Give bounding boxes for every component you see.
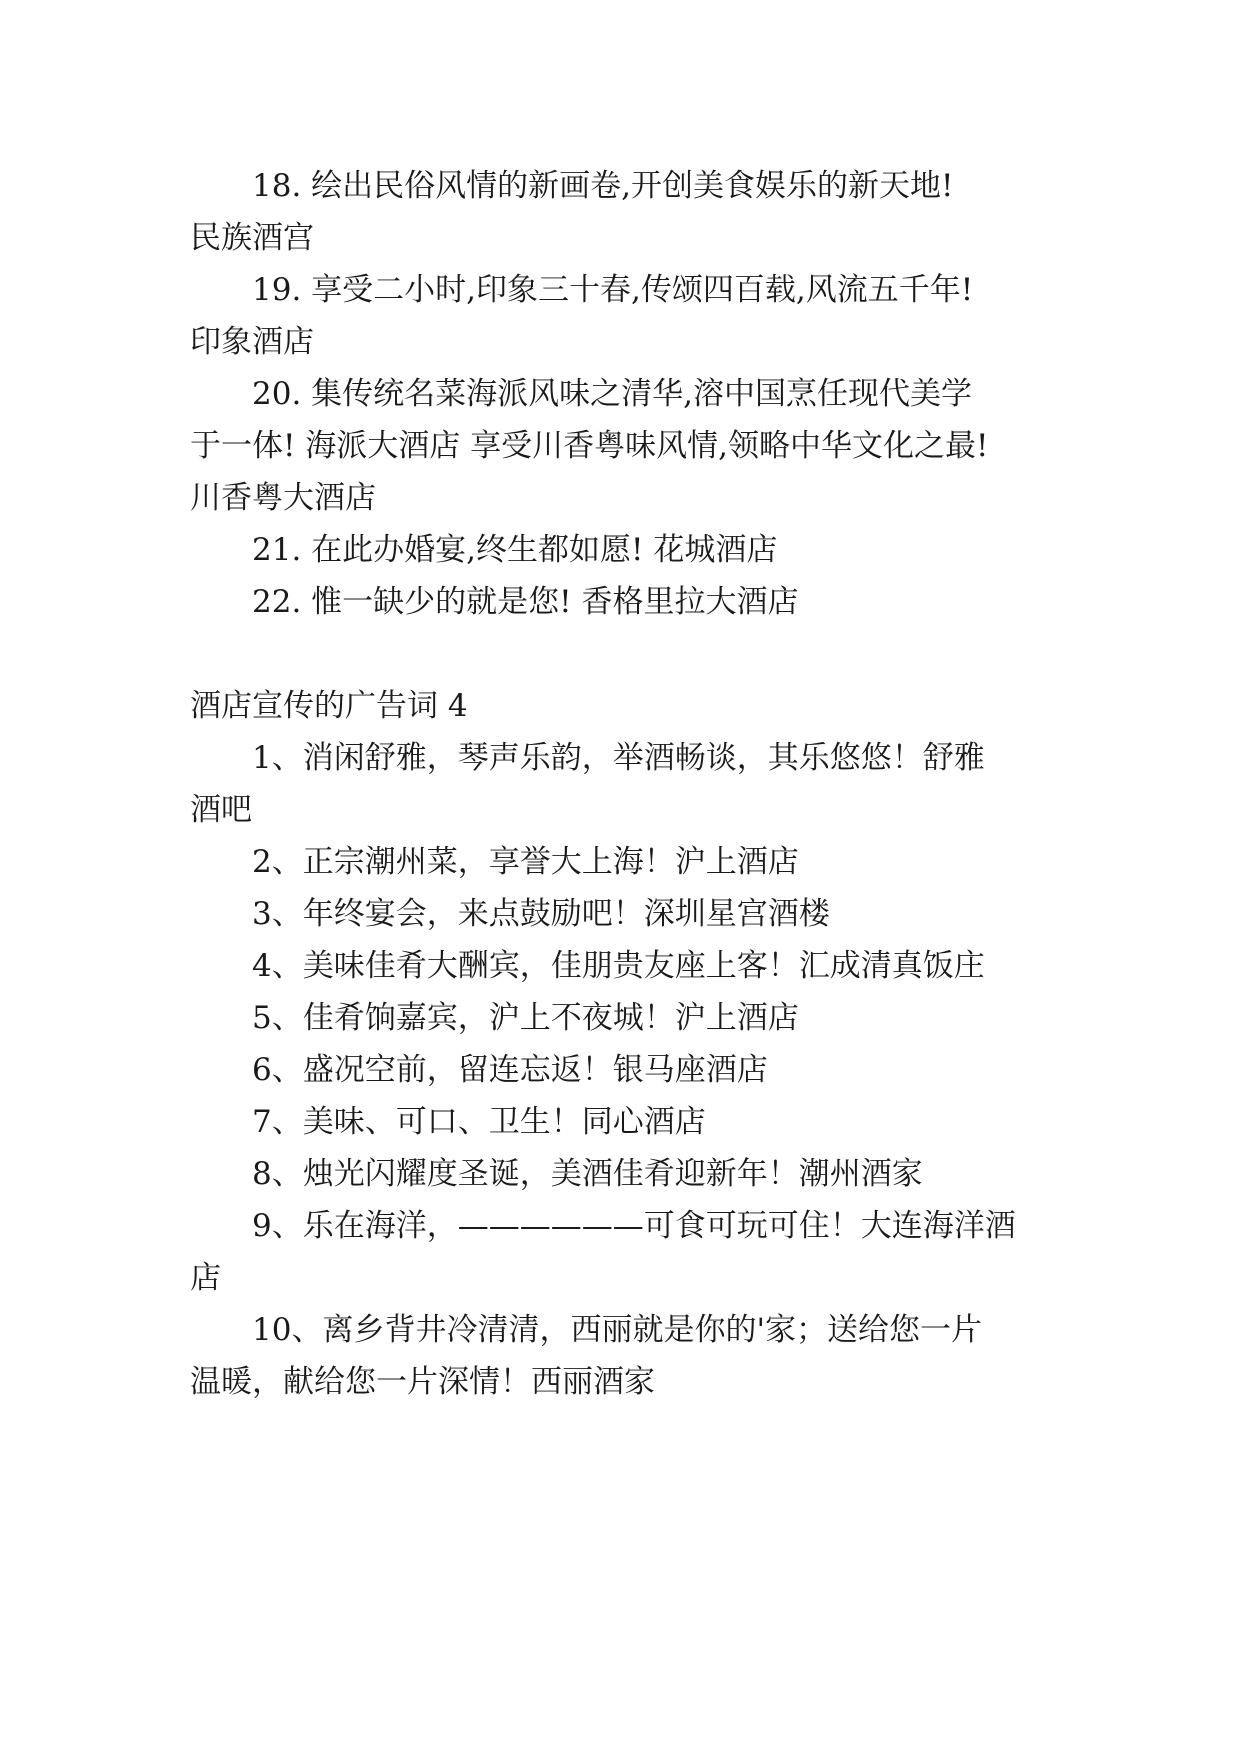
ad-item-5: 5、佳肴饷嘉宾，沪上不夜城！沪上酒店 bbox=[252, 1000, 799, 1036]
ad-item-9-line-2: 店 bbox=[190, 1260, 221, 1296]
item-20-line-3: 川香粤大酒店 bbox=[190, 480, 376, 516]
item-19-line-2: 印象酒店 bbox=[190, 324, 314, 360]
ad-item-4: 4、美味佳肴大酬宾，佳朋贵友座上客！汇成清真饭庄 bbox=[252, 948, 985, 984]
item-20-line-1: 20. 集传统名菜海派风味之清华,溶中国烹任现代美学 bbox=[252, 376, 973, 412]
item-18-line-2: 民族酒宫 bbox=[190, 220, 314, 256]
ad-item-6: 6、盛况空前，留连忘返！银马座酒店 bbox=[252, 1052, 768, 1088]
item-18-line-1: 18. 绘出民俗风情的新画卷,开创美食娱乐的新天地! bbox=[252, 168, 954, 204]
ad-item-2: 2、正宗潮州菜，享誉大上海！沪上酒店 bbox=[252, 844, 799, 880]
item-22-line-1: 22. 惟一缺少的就是您! 香格里拉大酒店 bbox=[252, 584, 799, 620]
ad-item-7: 7、美味、可口、卫生！同心酒店 bbox=[252, 1104, 706, 1140]
ad-item-10-line-1: 10、离乡背井冷清清，西丽就是你的'家；送给您一片 bbox=[252, 1312, 982, 1348]
section-heading: 酒店宣传的广告词 4 bbox=[190, 688, 468, 724]
item-19-line-1: 19. 享受二小时,印象三十春,传颂四百载,风流五千年! bbox=[252, 272, 974, 308]
ad-item-10-line-2: 温暖，献给您一片深情！西丽酒家 bbox=[190, 1364, 655, 1400]
ad-item-9-line-1: 9、乐在海洋，——————可食可玩可住！大连海洋酒 bbox=[252, 1208, 1016, 1244]
item-20-line-2: 于一体! 海派大酒店 享受川香粤味风情,领略中华文化之最! bbox=[190, 428, 989, 464]
ad-item-1-line-2: 酒吧 bbox=[190, 792, 252, 828]
ad-item-8: 8、烛光闪耀度圣诞，美酒佳肴迎新年！潮州酒家 bbox=[252, 1156, 923, 1192]
ad-item-3: 3、年终宴会，来点鼓励吧！深圳星宫酒楼 bbox=[252, 896, 830, 932]
ad-item-1-line-1: 1、消闲舒雅，琴声乐韵，举酒畅谈，其乐悠悠！舒雅 bbox=[252, 740, 985, 776]
item-21-line-1: 21. 在此办婚宴,终生都如愿! 花城酒店 bbox=[252, 532, 778, 568]
